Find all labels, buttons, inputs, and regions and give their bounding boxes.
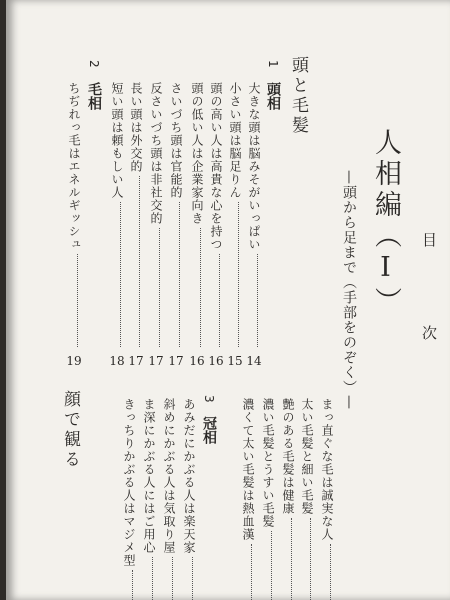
section-title: 毛相 (86, 82, 102, 110)
dot-leader (232, 202, 239, 347)
dot-leader (173, 202, 180, 347)
section-number: 1 (266, 60, 280, 68)
section-title: 冠相 (201, 416, 217, 444)
toc-entry[interactable] (229, 82, 241, 350)
toc-page-number: 17 (168, 354, 184, 368)
toc-entry[interactable] (170, 82, 182, 350)
toc-entry[interactable] (210, 82, 222, 350)
book-page (6, 0, 450, 600)
dot-leader (146, 557, 153, 600)
dot-leader (186, 557, 193, 600)
toc-entry-text: 斜めにかぶる人は気取り屋 (162, 398, 176, 554)
toc-page-number: 19 (66, 354, 82, 368)
toc-entry-text: 頭の高い人は高貴な心を持つ (209, 82, 223, 251)
toc-entry[interactable] (130, 82, 142, 350)
dot-leader (114, 202, 121, 347)
dot-leader (133, 176, 140, 347)
toc-heading-ji: 次 (420, 325, 438, 340)
toc-entry[interactable] (68, 82, 80, 350)
dot-leader (304, 518, 311, 600)
dot-leader (71, 254, 78, 347)
toc-entry[interactable] (150, 82, 162, 350)
toc-page-number: 15 (227, 354, 243, 368)
toc-entry-text: 濃くて太い毛髪は熱血漢 (241, 398, 255, 541)
toc-heading-moku: 目 (420, 232, 438, 247)
toc-entry-text: あみだにかぶる人は楽天家 (182, 398, 196, 554)
section-title: 頭相 (265, 82, 281, 110)
toc-entry[interactable] (191, 82, 203, 350)
toc-page-number: 18 (109, 354, 125, 368)
toc-entry[interactable] (248, 82, 260, 350)
dot-leader (324, 544, 331, 600)
toc-entry-text: さいづち頭は官能的 (169, 82, 183, 199)
section-number: 2 (87, 60, 101, 68)
toc-entry-text: 濃い毛髪とうすい毛髪 (261, 398, 275, 528)
toc-entry[interactable] (242, 398, 254, 600)
toc-entry[interactable] (301, 398, 313, 600)
toc-entry-text: 短い頭は頼もしい人 (110, 82, 124, 199)
toc-entry-text: ま深にかぶる人にはご用心 (142, 398, 156, 554)
dot-leader (126, 570, 133, 600)
toc-entry-text: 頭の低い人は企業家向き (190, 82, 204, 225)
dot-leader (285, 518, 292, 600)
toc-entry-text: 反さいづち頭は非社交的 (149, 82, 163, 225)
chapter-title: 頭と毛髪 (288, 56, 308, 136)
toc-page-number: 17 (148, 354, 164, 368)
toc-entry-text: 小さい頭は脳足りん (228, 82, 242, 199)
toc-entry[interactable] (111, 82, 123, 350)
toc-entry[interactable] (262, 398, 274, 600)
dot-leader (166, 557, 173, 600)
dot-leader (245, 544, 252, 600)
toc-entry[interactable] (321, 398, 333, 600)
section-number: 3 (202, 395, 216, 403)
dot-leader (265, 531, 272, 600)
toc-entry[interactable] (163, 398, 175, 600)
toc-entry[interactable] (123, 398, 135, 600)
toc-entry-text: 艶のある毛髪は健康 (281, 398, 295, 515)
chapter-title-face: 顔で観る (60, 390, 80, 470)
toc-entry[interactable] (143, 398, 155, 600)
toc-entry-text: 大きな頭は脳みそがいっぱい (247, 82, 261, 251)
toc-page-number: 16 (189, 354, 205, 368)
toc-entry[interactable] (183, 398, 195, 600)
toc-entry-text: 太い毛髪と細い毛髪 (300, 398, 314, 515)
part-subtitle: —頭から足まで（手部をのぞく）— (341, 170, 357, 410)
toc-page-number: 17 (128, 354, 144, 368)
toc-entry-text: 長い頭は外交的 (129, 82, 143, 173)
dot-leader (153, 228, 160, 347)
toc-entry-text: ちぢれっ毛はエネルギッシュ (67, 82, 81, 251)
toc-page-number: 14 (246, 354, 262, 368)
toc-entry[interactable] (282, 398, 294, 600)
dot-leader (213, 254, 220, 347)
toc-page-number: 16 (208, 354, 224, 368)
dot-leader (194, 228, 201, 347)
part-title: 人相編（Ⅰ） (370, 128, 401, 318)
dot-leader (251, 254, 258, 347)
toc-entry-text: きっちりかぶる人はマジメ型 (122, 398, 136, 567)
toc-entry-text: まっ直ぐな毛は誠実な人 (320, 398, 334, 541)
